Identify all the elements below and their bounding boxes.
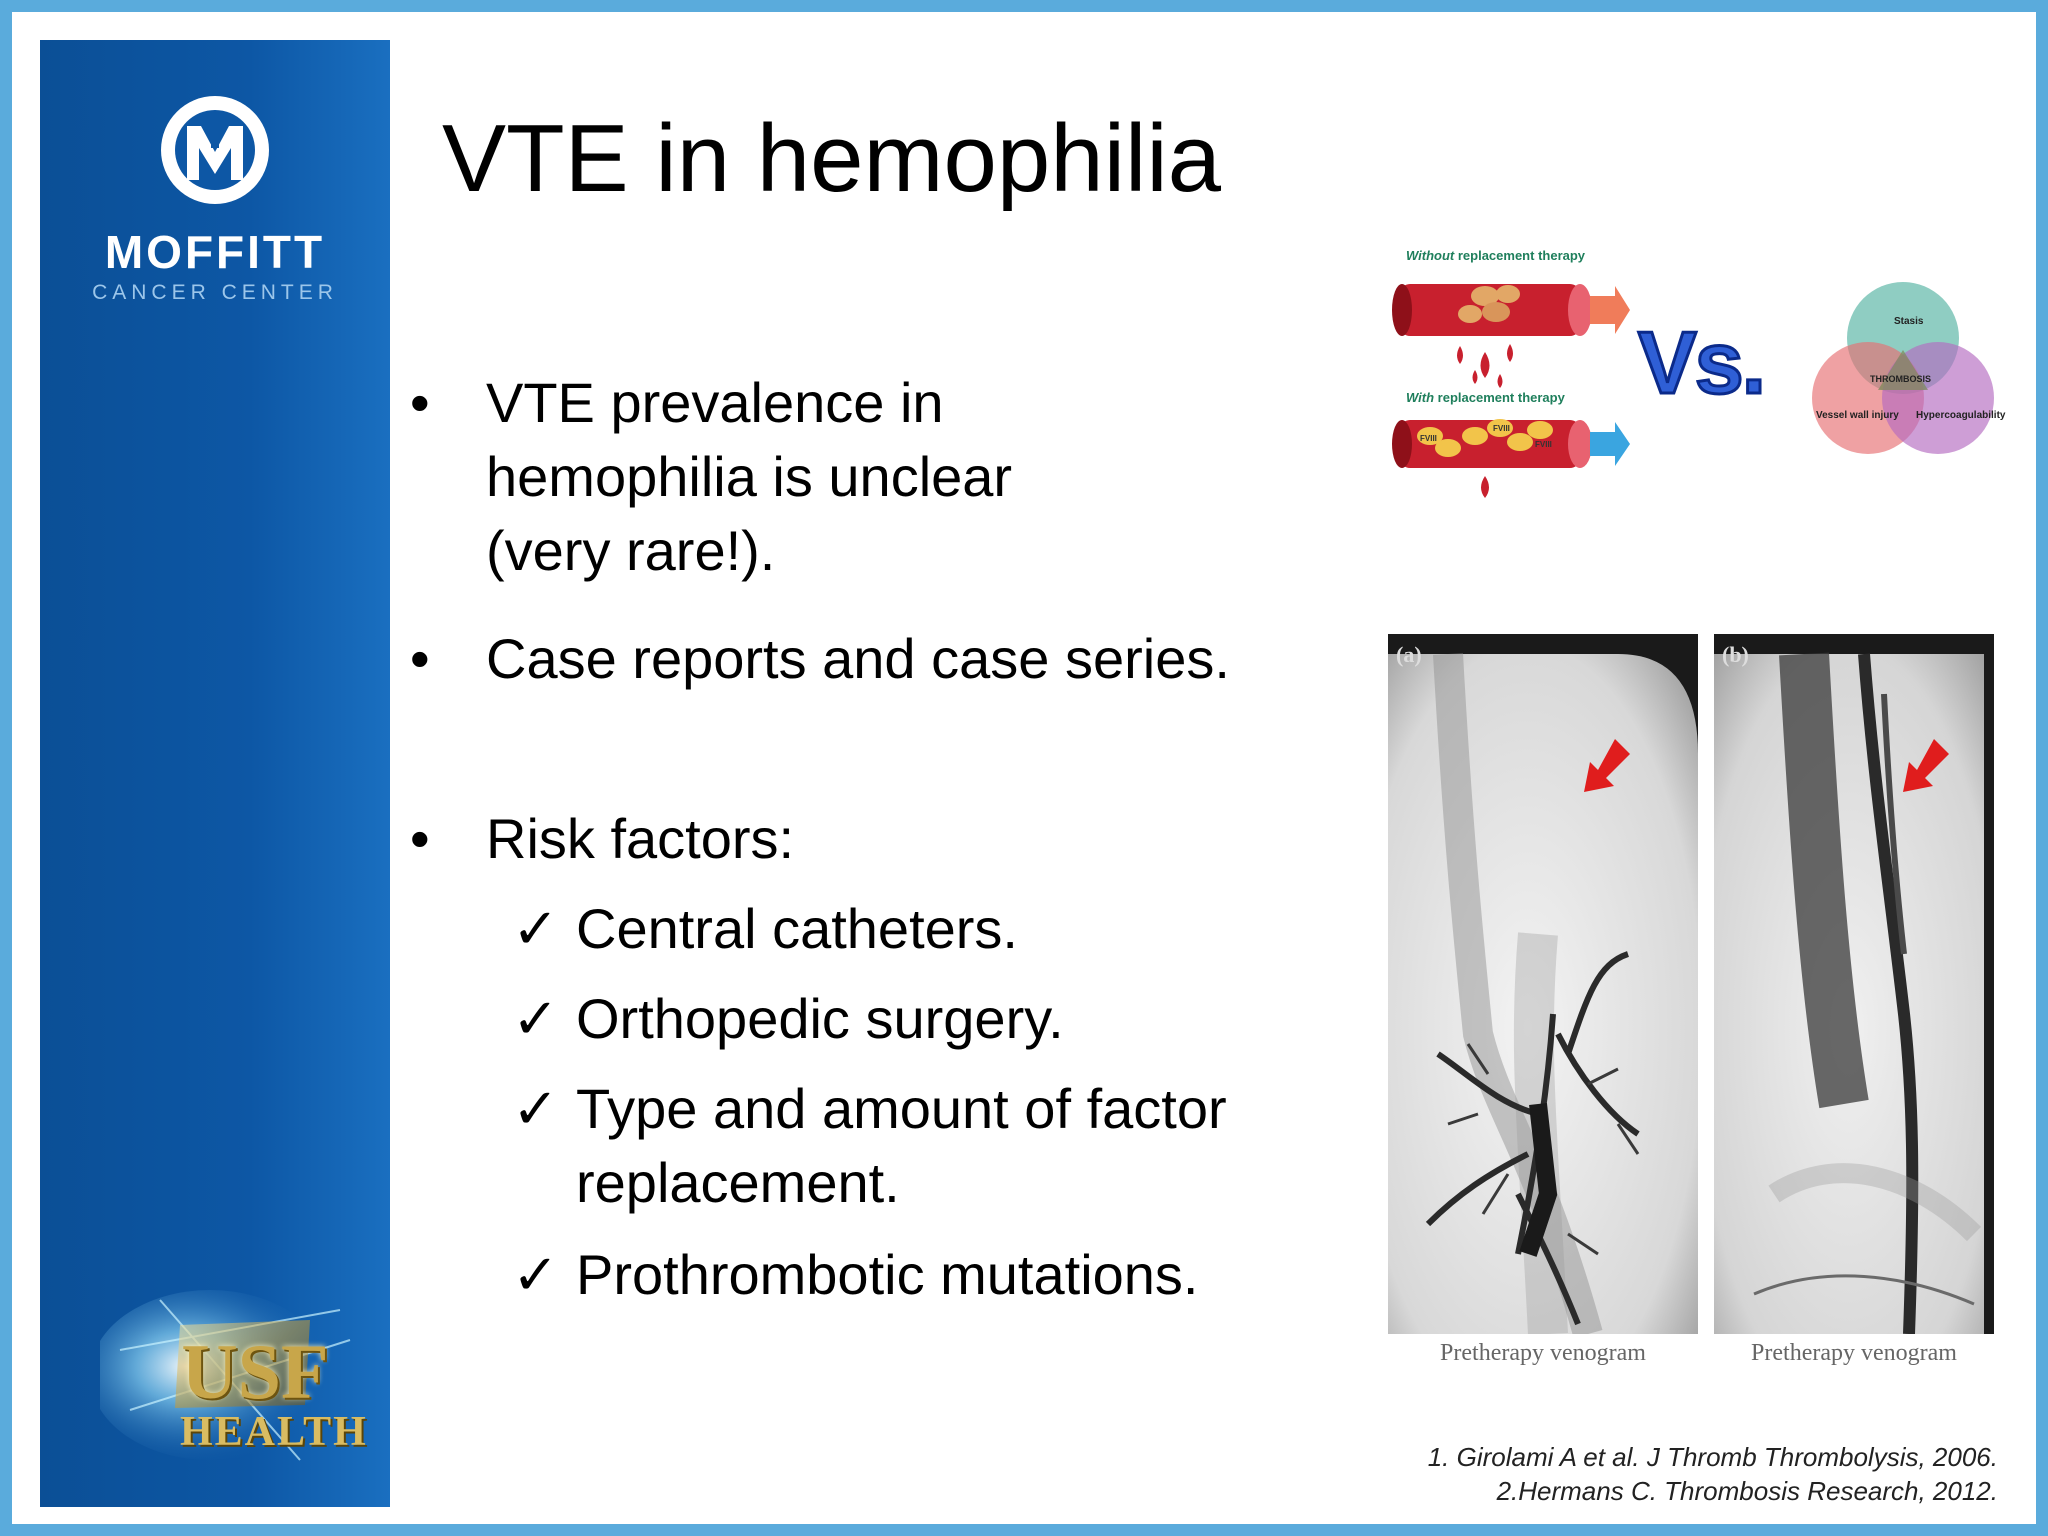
- reference-2: 2.Hermans C. Thrombosis Research, 2012.: [1496, 1476, 1998, 1506]
- sidebar: [40, 40, 390, 1507]
- label-without-prefix: Without: [1406, 248, 1455, 263]
- label-with-rest: replacement therapy: [1434, 390, 1565, 405]
- risk-factor-text: Prothrombotic mutations.: [576, 1243, 1199, 1306]
- venn-vessel-wall: Vessel wall injury: [1816, 410, 1899, 421]
- vessel-without-therapy-icon: [1390, 266, 1630, 396]
- venogram-figure: [1388, 634, 1994, 1374]
- label-without-rest: replacement therapy: [1454, 248, 1586, 263]
- venogram-caption-a: Pretherapy venogram: [1440, 1340, 1646, 1366]
- moffitt-subtitle: CANCER CENTER: [92, 281, 338, 304]
- therapy-comparison-figure: [1390, 244, 2030, 514]
- factor-label: FVIII: [1493, 424, 1510, 433]
- risk-factor-text: Central catheters.: [576, 897, 1018, 960]
- label-with-therapy: [1406, 390, 1565, 405]
- factor-label: FVIII: [1420, 434, 1437, 443]
- vs-label: Vs.: [1638, 313, 1765, 412]
- venogram-image-b: [1714, 634, 1994, 1334]
- reference-1: 1. Girolami A et al. J Thromb Thrombolysis, 2006.: [1427, 1442, 1998, 1472]
- bullet-marker: •: [410, 627, 430, 690]
- bullet-text: Case reports and case series.: [486, 627, 1230, 690]
- usf-health-text: HEALTH: [180, 1409, 368, 1455]
- check-icon: ✓: [512, 987, 559, 1050]
- risk-factor-text: Orthopedic surgery.: [576, 987, 1064, 1050]
- slide-title: VTE in hemophilia: [442, 105, 1222, 212]
- venn-hypercoagulability: Hypercoagulability: [1916, 410, 2006, 421]
- label-with-prefix: With: [1406, 390, 1435, 405]
- bullet-text: VTE prevalence in hemophilia is unclear (very rare!).: [486, 371, 1013, 582]
- check-icon: ✓: [512, 897, 559, 960]
- panel-a-label: (a): [1396, 642, 1422, 667]
- check-icon: ✓: [512, 1243, 559, 1306]
- vessel-with-therapy-icon: [1390, 406, 1630, 516]
- risk-factor-text: Type and amount of factor replacement.: [576, 1077, 1227, 1214]
- venogram-caption-b: Pretherapy venogram: [1751, 1340, 1957, 1366]
- venn-thrombosis: THROMBOSIS: [1870, 374, 1932, 384]
- bullet-marker: •: [410, 807, 430, 870]
- moffitt-emblem-icon: [157, 92, 273, 208]
- bullet-text: Risk factors:: [486, 807, 795, 870]
- panel-b-label: (b): [1722, 642, 1749, 667]
- label-without-therapy: [1406, 248, 1585, 263]
- venogram-panel-b: [1714, 634, 1994, 1334]
- venn-stasis: Stasis: [1894, 316, 1924, 327]
- venogram-image-a: [1388, 634, 1698, 1334]
- moffitt-logo: [40, 92, 390, 305]
- venogram-panel-a: [1388, 634, 1698, 1334]
- factor-label: FVIII: [1535, 440, 1552, 449]
- moffitt-name: MOFFITT: [104, 226, 326, 278]
- usf-health-logo: [100, 1280, 368, 1480]
- check-icon: ✓: [512, 1077, 559, 1140]
- bullet-marker: •: [410, 371, 430, 434]
- usf-text: USF: [181, 1328, 329, 1415]
